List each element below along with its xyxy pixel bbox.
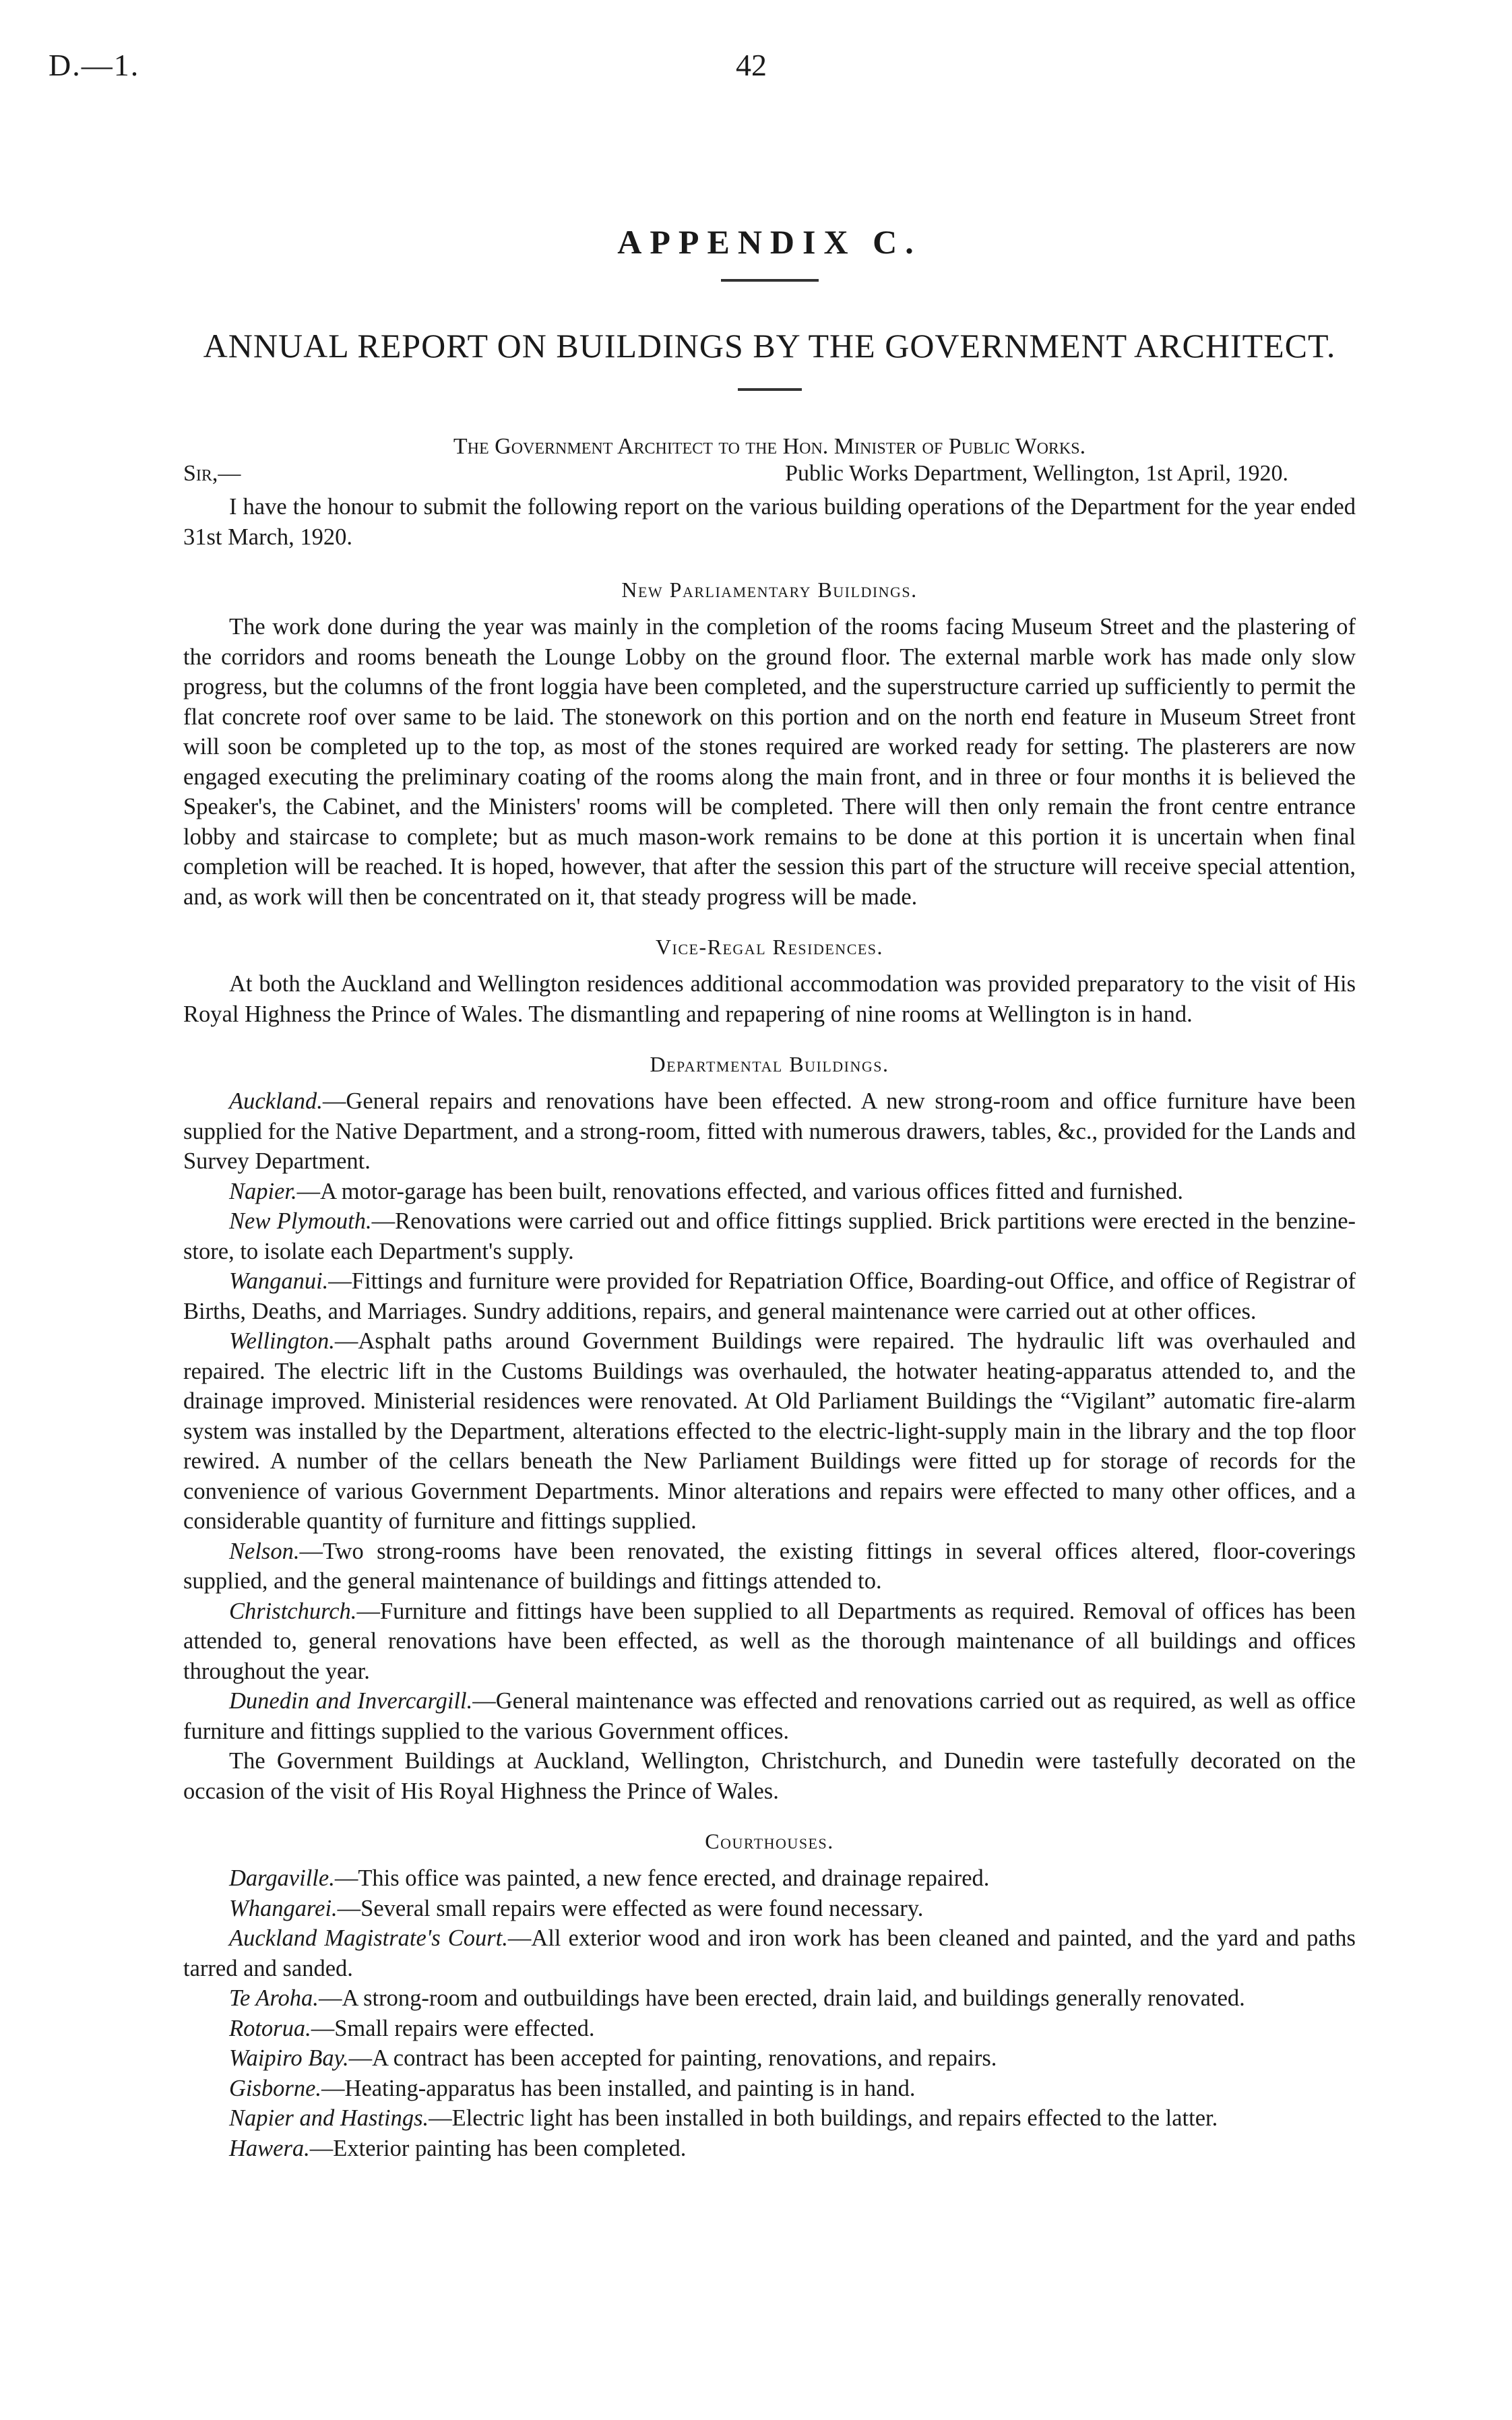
entry-christchurch bbox=[183, 1596, 1356, 1687]
entry-place: Napier and Hastings. bbox=[229, 2105, 429, 2131]
entry-place: Te Aroha. bbox=[229, 1985, 319, 2011]
section-heading-departmental: Departmental Buildings. bbox=[650, 1052, 889, 1076]
page-number: 42 bbox=[736, 48, 767, 82]
entry-place: Christchurch. bbox=[229, 1598, 357, 1624]
departmental-closing: The Government Buildings at Auckland, Wellington, Christchurch, and Dunedin were tastefully decorated on the occasion of the visit of His Royal Highness the Prince of Wales. bbox=[183, 1748, 1356, 1804]
entry-napier bbox=[183, 1177, 1356, 1207]
entry-place: Rotorua. bbox=[229, 2015, 311, 2041]
entry-waipiro-bay bbox=[183, 2043, 1356, 2074]
entry-te-aroha bbox=[183, 1983, 1356, 2014]
entry-gisborne bbox=[183, 2074, 1356, 2104]
entry-place: Whangarei. bbox=[229, 1895, 338, 1921]
entry-place: Waipiro Bay. bbox=[229, 2045, 349, 2071]
entry-text: —General repairs and renovations have been effected. A new strong-room and office furniture have been supplied for the Native Department, and a strong-room, fitted with numerous drawers, tables, &c., provided for the Lands and Survey Department. bbox=[183, 1088, 1356, 1174]
entry-text: —Furniture and fittings have been supplied to all Departments as required. Removal of offices has been attended to, general renovations have been effected, as well as the thorough maintenance of all buildings and offices throughout the year. bbox=[183, 1598, 1356, 1684]
entry-dunedin-invercargill bbox=[183, 1686, 1356, 1746]
entry-place: Hawera. bbox=[229, 2135, 310, 2161]
entry-text: —Several small repairs were effected as were found necessary. bbox=[337, 1895, 924, 1921]
address-line: The Government Architect to the Hon. Minister of Public Works. bbox=[453, 434, 1086, 459]
entry-place: Wanganui. bbox=[229, 1268, 329, 1294]
page-header bbox=[0, 47, 1512, 88]
document-code: D.—1. bbox=[49, 48, 140, 82]
page-body bbox=[183, 222, 1356, 2204]
parliament-paragraph: The work done during the year was mainly in the completion of the rooms facing Museum Street and the plastering of the corridors and rooms beneath the Lounge Lobby on the ground floor. The external marble work has made only slow progress, but the columns of the front loggia have been completed, and the superstructure carried up sufficiently to permit the flat concrete roof over same to be laid. The stonework on this portion and on the north end feature in Museum Street front will soon be completed up to the top, as most of the stones required are worked ready for setting. The plasterers are now engaged executing the preliminary coating of the rooms along the main front, and in three or four months it is believed the Speaker's, the Cabinet, and the Ministers' rooms will be completed. There will then only remain the front centre entrance lobby and staircase to complete; but as much mason-work remains to be done at this portion it is uncertain when final completion will be reached. It is hoped, however, that after the session this part of the structure will receive special attention, and, as work will then be concentrated on it, that steady progress will be made. bbox=[183, 614, 1356, 910]
entry-hawera bbox=[183, 2134, 1356, 2164]
entry-text: —Heating-apparatus has been installed, and painting is in hand. bbox=[321, 2075, 916, 2101]
entry-auckland-magistrates-court bbox=[183, 1923, 1356, 1983]
section-heading-vice-regal: Vice-Regal Residences. bbox=[655, 935, 884, 959]
vice-regal-paragraph: At both the Auckland and Wellington residences additional accommodation was provided preparatory to the visit of His Royal Highness the Prince of Wales. The dismantling and repapering of nine rooms at Wellington is in hand. bbox=[183, 971, 1356, 1027]
entry-place: New Plymouth. bbox=[229, 1208, 372, 1234]
entry-whangarei bbox=[183, 1894, 1356, 1924]
entry-wellington bbox=[183, 1326, 1356, 1537]
entry-text: —Electric light has been installed in both buildings, and repairs effected to the latter. bbox=[429, 2105, 1218, 2131]
entry-new-plymouth bbox=[183, 1206, 1356, 1266]
entry-text: —Small repairs were effected. bbox=[311, 2015, 595, 2041]
entry-dargaville bbox=[183, 1863, 1356, 1894]
entry-text: —Renovations were carried out and office fittings supplied. Brick partitions were erected in the benzine-store, to isolate each Department's supply. bbox=[183, 1208, 1356, 1264]
entry-place: Gisborne. bbox=[229, 2075, 322, 2101]
entry-text: —A contract has been accepted for painting, renovations, and repairs. bbox=[348, 2045, 997, 2071]
entry-nelson bbox=[183, 1537, 1356, 1596]
entry-text: —Two strong-rooms have been renovated, the existing fittings in several offices altered, floor-coverings supplied, and the general maintenance of buildings and fittings attended to. bbox=[183, 1538, 1356, 1594]
entry-place: Dunedin and Invercargill. bbox=[229, 1688, 473, 1714]
entry-place: Wellington. bbox=[229, 1328, 335, 1354]
entry-place: Auckland Magistrate's Court. bbox=[229, 1925, 508, 1951]
salutation: Sir,— bbox=[183, 461, 241, 486]
entry-rotorua bbox=[183, 2014, 1356, 2044]
entry-text: —Asphalt paths around Government Buildings were repaired. The hydraulic lift was overhauled and repaired. The electric lift in the Customs Buildings was overhauled, the hotwater heating-apparatus attended to, and the drainage improved. Ministerial residences were renovated. At Old Parliament Buildings the “Vigilant” automatic fire-alarm system was installed by the Department, alterations effected to the electric-light-supply main in the library and the top floor rewired. A number of the cellars beneath the New Parliament Buildings were fitted up for storage of records for the convenience of various Government Departments. Minor alterations and repairs were effected to many other offices, and a considerable quantity of furniture and fittings supplied. bbox=[183, 1328, 1356, 1534]
section-heading-courthouses: Courthouses. bbox=[705, 1829, 834, 1853]
entry-text: —A motor-garage has been built, renovations effected, and various offices fitted and furnished. bbox=[296, 1178, 1183, 1204]
entry-place: Auckland. bbox=[229, 1088, 323, 1114]
entry-auckland bbox=[183, 1086, 1356, 1177]
entry-text: —Fittings and furniture were provided for Repatriation Office, Boarding-out Office, and office of Registrar of Births, Deaths, and Marriages. Sundry additions, repairs, and general maintenance were carried out at other offices. bbox=[183, 1268, 1356, 1324]
entry-place: Nelson. bbox=[229, 1538, 300, 1564]
title-rule bbox=[721, 279, 819, 282]
dateline: Public Works Department, Wellington, 1st April, 1920. bbox=[785, 461, 1288, 486]
report-title-rule bbox=[738, 388, 802, 391]
entry-text: —This office was painted, a new fence erected, and drainage repaired. bbox=[334, 1865, 990, 1891]
entry-place: Dargaville. bbox=[229, 1865, 335, 1891]
entry-text: —A strong-room and outbuildings have been erected, drain laid, and buildings generally renovated. bbox=[318, 1985, 1245, 2011]
entry-text: —General maintenance was effected and renovations carried out as required, as well as office furniture and fittings supplied to the various Government offices. bbox=[183, 1688, 1356, 1744]
entry-wanganui bbox=[183, 1266, 1356, 1326]
intro-paragraph: I have the honour to submit the following report on the various building operations of the Department for the year ended 31st March, 1920. bbox=[183, 494, 1356, 550]
appendix-title: APPENDIX C. bbox=[617, 223, 922, 261]
entry-text: —Exterior painting has been completed. bbox=[309, 2135, 687, 2161]
report-title: ANNUAL REPORT ON BUILDINGS BY THE GOVERNMENT ARCHITECT. bbox=[203, 327, 1336, 365]
salutation-row bbox=[183, 461, 1356, 492]
section-heading-parliament: New Parliamentary Buildings. bbox=[621, 578, 918, 602]
entry-place: Napier. bbox=[229, 1178, 297, 1204]
entry-text: —All exterior wood and iron work has been cleaned and painted, and the yard and paths tarred and sanded. bbox=[183, 1925, 1356, 1981]
entry-napier-hastings bbox=[183, 2103, 1356, 2134]
